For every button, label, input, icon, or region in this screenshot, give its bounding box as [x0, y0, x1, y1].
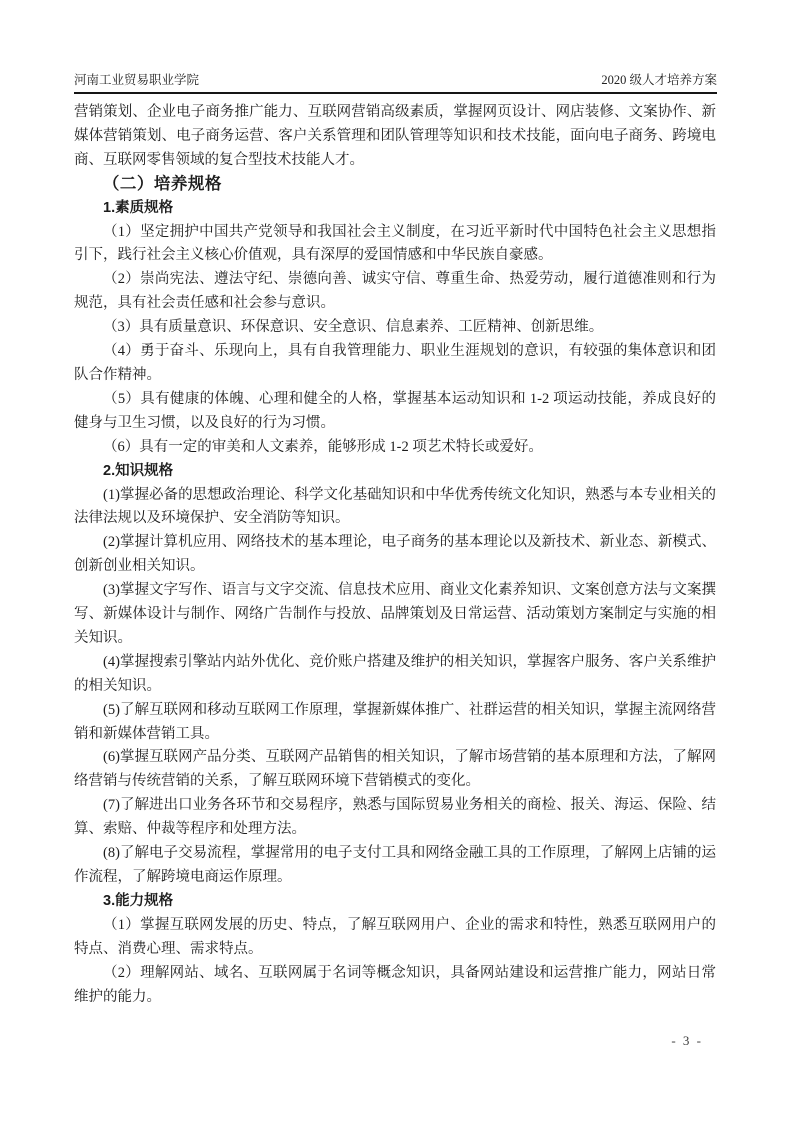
paragraph-zhishi-item-2: (2)掌握计算机应用、网络技术的基本理论，电子商务的基本理论以及新技术、新业态、新模式、创新创业相关知识。	[74, 534, 716, 575]
paragraph-zhishi-item-7: (7)了解进出口业务各环节和交易程序，熟悉与国际贸易业务相关的商检、报关、海运、保险、结算、索赔、仲裁等程序和处理方法。	[74, 797, 716, 838]
header-school-name: 河南工业贸易职业学院	[74, 73, 200, 87]
page-header	[74, 72, 717, 88]
paragraph-suzhi-item-6: （6）具有一定的审美和人文素养，能够形成 1-2 项艺术特长或爱好。	[103, 438, 543, 455]
paragraph-zhishi-item-6: (6)掌握互联网产品分类、互联网产品销售的相关知识，了解市场营销的基本原理和方法，了解网络营销与传统营销的关系，了解互联网环境下营销模式的变化。	[74, 749, 716, 790]
paragraph-zhishi-item-1: (1)掌握必备的思想政治理论、科学文化基础知识和中华优秀传统文化知识，熟悉与本专业相关的法律法规以及环境保护、安全消防等知识。	[74, 486, 716, 527]
paragraph-zhishi-item-8: (8)了解电子交易流程，掌握常用的电子支付工具和网络金融工具的工作原理，了解网上店铺的运作流程，了解跨境电商运作原理。	[74, 845, 716, 885]
header-divider	[74, 92, 717, 94]
page-footer	[671, 1033, 703, 1049]
paragraph-nengli-item-2: （2）理解网站、域名、互联网属于名词等概念知识，具备网站建设和运营推广能力，网站日常维护的能力。	[74, 964, 716, 1005]
paragraph-zhishi-item-3: (3)掌握文字写作、语言与文字交流、信息技术应用、商业文化素养知识、文案创意方法与文案撰写、新媒体设计与制作、网络广告制作与投放、品牌策划及日常运营、活动策划方案制定与实施的相关知识。	[74, 582, 716, 646]
page-number: - 3 -	[671, 1033, 703, 1048]
paragraph-suzhi-item-4: （4）勇于奋斗、乐现向上，具有自我管理能力、职业生涯规划的意识，有较强的集体意识和团队合作精神。	[74, 343, 716, 383]
subsection-heading-suzhi-guige: 1.素质规格	[103, 199, 174, 216]
paragraph-suzhi-item-3: （3）具有质量意识、环保意识、安全意识、信息素养、工匠精神、创新思维。	[103, 319, 604, 336]
paragraph-intro-continuation: 营销策划、企业电子商务推广能力、互联网营销高级素质，掌握网页设计、网店装修、文案协作、新媒体营销策划、电子商务运营、客户关系管理和团队管理等知识和技术技能，面向电子商务、跨境电商、互联网零售领域的复合型技术技能人才。	[74, 104, 716, 168]
paragraph-nengli-item-1: （1）掌握互联网发展的历史、特点，了解互联网用户、企业的需求和特性，熟悉互联网用户的特点、消费心理、需求特点。	[74, 916, 716, 957]
subsection-heading-nengli-guige: 3.能力规格	[103, 892, 174, 909]
section-heading-peiyang-guige: （二）培养规格	[102, 174, 222, 193]
header-program-title: 2020 级人才培养方案	[601, 73, 717, 87]
paragraph-suzhi-item-2: （2）崇尚宪法、遵法守纪、崇德向善、诚实守信、尊重生命、热爱劳动，履行道德准则和行为规范，具有社会责任感和社会参与意识。	[74, 271, 716, 312]
paragraph-suzhi-item-1: （1）坚定拥护中国共产党领导和我国社会主义制度，在习近平新时代中国特色社会主义思想指引下，践行社会主义核心价值观，具有深厚的爱国情感和中华民族自豪感。	[74, 223, 716, 264]
paragraph-zhishi-item-4: (4)掌握搜索引擎站内站外优化、竞价账户搭建及维护的相关知识，掌握客户服务、客户关系维护的相关知识。	[74, 653, 716, 694]
document-body	[74, 101, 716, 1009]
paragraph-suzhi-item-5: （5）具有健康的体魄、心理和健全的人格，掌握基本运动知识和 1-2 项运动技能，养成良好的健身与卫生习惯，以及良好的行为习惯。	[74, 390, 716, 431]
subsection-heading-zhishi-guige: 2.知识规格	[103, 462, 174, 479]
paragraph-zhishi-item-5: (5)了解互联网和移动互联网工作原理，掌握新媒体推广、社群运营的相关知识，掌握主流网络营销和新媒体营销工具。	[74, 701, 716, 742]
